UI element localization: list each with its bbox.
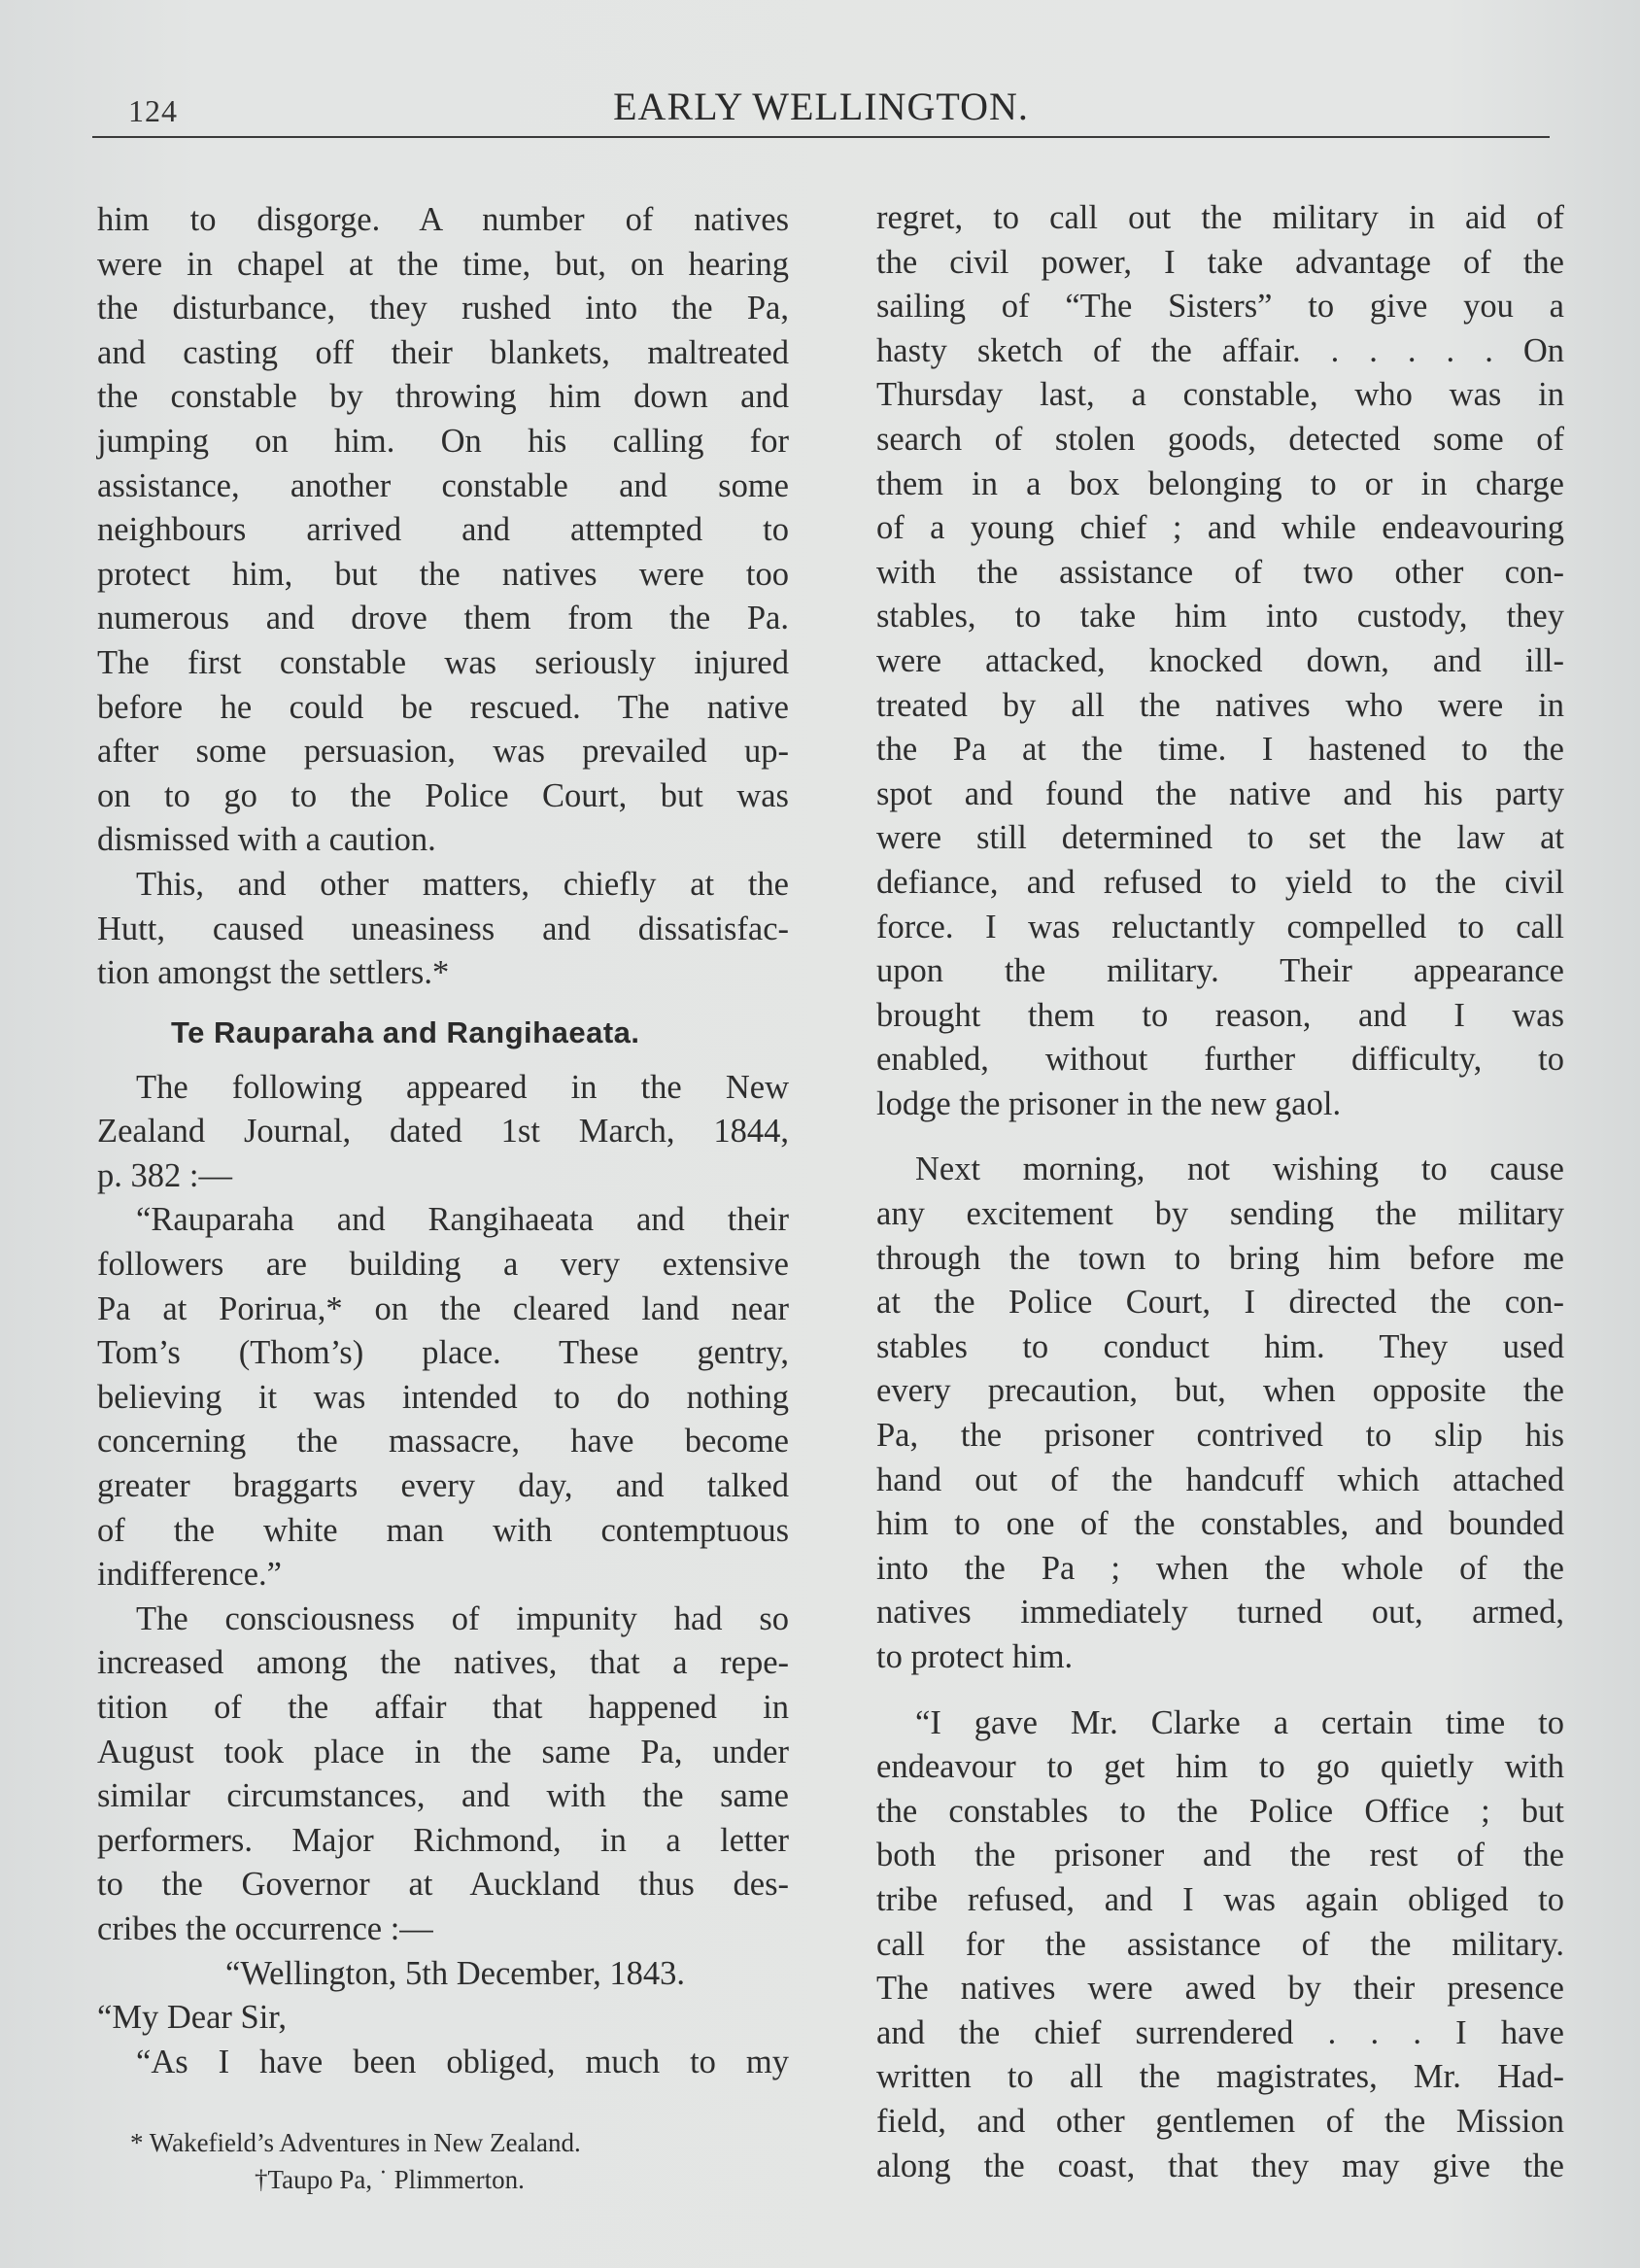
right-column [876, 196, 1564, 2188]
page-number: 124 [128, 93, 178, 128]
text-line: call for the assistance of the military. [876, 1925, 1564, 1963]
text-line: “I gave Mr. Clarke a certain time to [915, 1703, 1564, 1741]
text-line: force. I was reluctantly compelled to call [876, 908, 1564, 945]
text-line: endeavour to get him to go quietly with [876, 1748, 1564, 1786]
text-line: jumping on him. On his calling for [97, 422, 789, 460]
text-line: the constables to the Police Office ; but [876, 1792, 1564, 1830]
text-line: stables, to take him into custody, they [876, 598, 1564, 636]
text-line: stables to conduct him. They used [876, 1327, 1564, 1365]
text-line: any excitement by sending the military [876, 1195, 1564, 1233]
letter-salutation: “My Dear Sir, [97, 1999, 288, 2037]
text-line: Next morning, not wishing to cause [915, 1151, 1564, 1188]
paragraph [876, 1148, 1564, 1679]
footnote: * Wakefield’s Adventures in New Zealand. [130, 2128, 581, 2157]
section-heading: Te Rauparaha and Rangihaeata. [171, 1014, 640, 1049]
text-line: p. 382 :— [97, 1156, 232, 1194]
paragraph [97, 198, 789, 863]
text-line: with the assistance of two other con- [876, 553, 1564, 591]
text-line: “As I have been obliged, much to my [136, 2043, 789, 2080]
text-line: both the prisoner and the rest of the [876, 1837, 1564, 1874]
text-line: protect him, but the natives were too [97, 555, 789, 593]
text-line: regret, to call out the military in aid of [876, 199, 1564, 236]
text-line: August took place in the same Pa, under [97, 1733, 789, 1770]
text-line: upon the military. Their appearance [876, 952, 1564, 990]
text-line: at the Police Court, I directed the con- [876, 1284, 1564, 1322]
text-line: greater braggarts every day, and talked [97, 1467, 789, 1505]
text-line: before he could be rescued. The native [97, 688, 789, 726]
text-line: to protect him. [876, 1638, 1074, 1675]
text-line: The following appeared in the New [136, 1068, 789, 1106]
text-line: him to disgorge. A number of natives [97, 201, 789, 238]
text-line: “Rauparaha and Rangihaeata and their [136, 1201, 789, 1239]
text-line: the constable by throwing him down and [97, 378, 789, 416]
paragraph [97, 1066, 789, 1199]
text-line: on to go to the Police Court, but was [97, 776, 789, 814]
text-line: were attacked, knocked down, and ill- [876, 641, 1564, 679]
running-title: EARLY WELLINGTON. [613, 85, 1029, 128]
left-column [97, 198, 789, 2084]
text-line: cribes the occurrence :— [97, 1909, 433, 1947]
text-line: followers are building a very extensive [97, 1246, 789, 1284]
paragraph [97, 1198, 789, 1597]
footnotes [97, 2124, 789, 2198]
text-line: Pa, the prisoner contrived to slip his [876, 1417, 1564, 1455]
footnote: †Taupo Pa, ˙ Plimmerton. [255, 2165, 525, 2194]
page-header [92, 84, 1550, 138]
text-line: increased among the natives, that a repe- [97, 1644, 789, 1682]
text-line: The natives were awed by their presence [876, 1970, 1564, 2008]
text-line: Tom’s (Thom’s) place. These gentry, [97, 1334, 789, 1372]
text-line: tribe refused, and I was again obliged to [876, 1880, 1564, 1918]
text-line: dismissed with a caution. [97, 821, 436, 859]
text-line: Hutt, caused uneasiness and dissatisfac- [97, 910, 789, 947]
text-line: and casting off their blankets, maltreated [97, 333, 789, 371]
text-line: Pa at Porirua,* on the cleared land near [97, 1289, 789, 1327]
text-line: Zealand Journal, dated 1st March, 1844, [97, 1113, 789, 1151]
text-line: were in chapel at the time, but, on hearing [97, 245, 789, 283]
text-line: numerous and drove them from the Pa. [97, 600, 789, 637]
text-line: of a young chief ; and while endeavouring [876, 509, 1564, 547]
text-line: spot and found the native and his party [876, 774, 1564, 812]
text-line: along the coast, that they may give the [876, 2147, 1564, 2184]
text-line: This, and other matters, chiefly at the [136, 865, 789, 903]
paragraph-gap [876, 1126, 1564, 1148]
letter-date: “Wellington, 5th December, 1843. [225, 1954, 685, 1992]
text-line: of the white man with contemptuous [97, 1511, 789, 1549]
text-line: to the Governor at Auckland thus des- [97, 1866, 789, 1904]
text-line: enabled, without further difficulty, to [876, 1041, 1564, 1079]
text-line: tition of the affair that happened in [97, 1689, 789, 1726]
text-line: defiance, and refused to yield to the civil [876, 863, 1564, 901]
text-line: written to all the magistrates, Mr. Had- [876, 2058, 1564, 2096]
text-line: neighbours arrived and attempted to [97, 511, 789, 549]
text-line: and the chief surrendered . . . I have [876, 2013, 1564, 2051]
text-line: the Pa at the time. I hastened to the [876, 731, 1564, 769]
text-line: them in a box belonging to or in charge [876, 464, 1564, 502]
text-line: Thursday last, a constable, who was in [876, 376, 1564, 414]
text-line: into the Pa ; when the whole of the [876, 1549, 1564, 1587]
text-line: similar circumstances, and with the same [97, 1777, 789, 1815]
text-line: The consciousness of impunity had so [136, 1599, 789, 1637]
text-line: every precaution, but, when opposite the [876, 1372, 1564, 1410]
text-line: the disturbance, they rushed into the Pa, [97, 290, 789, 327]
text-line: assistance, another constable and some [97, 466, 789, 504]
text-line: concerning the massacre, have become [97, 1423, 789, 1460]
paragraph [876, 1701, 1564, 2189]
text-line: brought them to reason, and I was [876, 996, 1564, 1034]
text-line: the civil power, I take advantage of the [876, 243, 1564, 281]
text-line: believing it was intended to do nothing [97, 1378, 789, 1416]
paragraph-gap [876, 1680, 1564, 1701]
text-line: search of stolen goods, detected some of [876, 420, 1564, 458]
text-line: were still determined to set the law at [876, 819, 1564, 857]
paragraph [97, 863, 789, 996]
text-line: tion amongst the settlers.* [97, 954, 450, 992]
text-line: lodge the prisoner in the new gaol. [876, 1084, 1342, 1122]
text-line: treated by all the natives who were in [876, 686, 1564, 724]
text-line: him to one of the constables, and bounded [876, 1505, 1564, 1543]
text-line: performers. Major Richmond, in a letter [97, 1821, 789, 1859]
paragraph [876, 196, 1564, 1126]
paragraph [97, 1598, 789, 1952]
text-line: hasty sketch of the affair. . . . . . On [876, 331, 1564, 369]
text-line: sailing of “The Sisters” to give you a [876, 288, 1564, 326]
text-line: after some persuasion, was prevailed up- [97, 733, 789, 771]
text-line: through the town to bring him before me [876, 1239, 1564, 1277]
text-line: indifference.” [97, 1556, 282, 1594]
text-line: field, and other gentlemen of the Mission [876, 2102, 1564, 2140]
text-line: hand out of the handcuff which attached [876, 1460, 1564, 1498]
text-line: natives immediately turned out, armed, [876, 1594, 1564, 1632]
text-line: The first constable was seriously injured [97, 643, 789, 681]
